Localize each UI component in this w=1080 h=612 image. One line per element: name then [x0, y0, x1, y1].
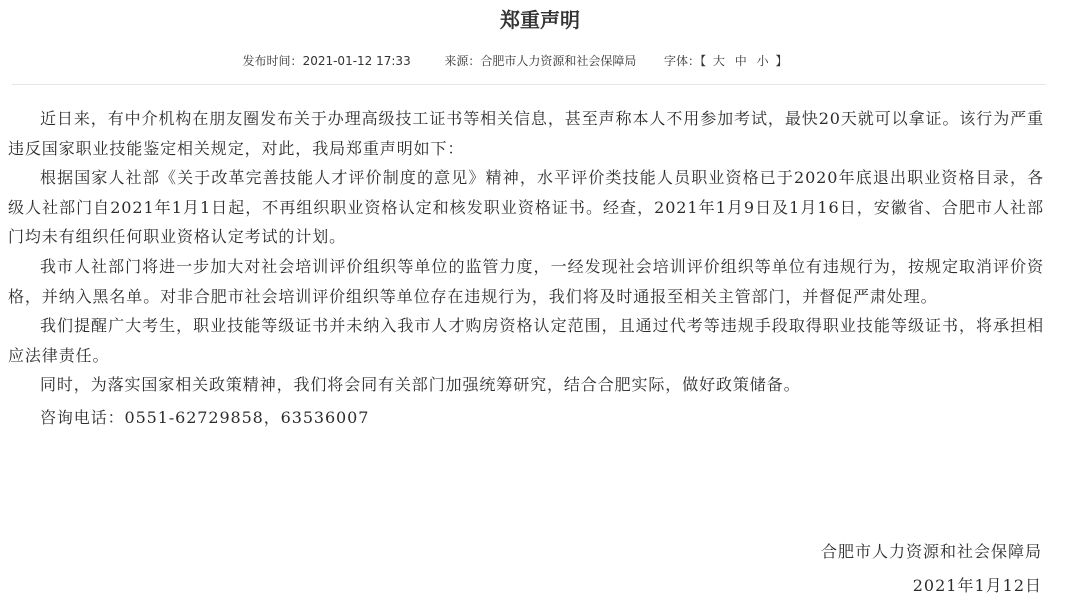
- signature-org: 合肥市人力资源和社会保障局: [820, 542, 1042, 561]
- font-size-large-button[interactable]: 大: [712, 54, 725, 68]
- page-title: 郑重声明: [500, 8, 580, 32]
- font-size-small-button[interactable]: 小: [756, 54, 769, 68]
- paragraph-4: 我们提醒广大考生，职业技能等级证书并未纳入我市人才购房资格认定范围，且通过代考等违规手段取得职业技能等级证书，将承担相应法律责任。: [8, 316, 1044, 365]
- paragraph-1: 近日来，有中介机构在朋友圈发布关于办理高级技工证书等相关信息，甚至声称本人不用参加考试，最快20天就可以拿证。该行为严重违反国家职业技能鉴定相关规定，对此，我局郑重声明如下：: [8, 109, 1044, 158]
- source-label: 来源：: [444, 54, 481, 68]
- signature-date: 2021年1月12日: [912, 576, 1042, 595]
- font-size-medium-button[interactable]: 中: [734, 54, 747, 68]
- publish-time: 2021-01-12 17:33: [302, 54, 411, 68]
- font-size-label: 字体：: [664, 54, 701, 68]
- bracket-close: 】: [775, 54, 788, 68]
- contact-phone: 咨询电话：0551-62729858，63536007: [40, 407, 370, 427]
- paragraph-3: 我市人社部门将进一步加大对社会培训评价组织等单位的监管力度，一经发现社会培训评价组织等单位有违规行为，按规定取消评价资格，并纳入黑名单。对非合肥市社会培训评价组织等单位存在违规行为，我们将及时通报至相关主管部门，并督促严肃处理。: [8, 256, 1044, 306]
- source-name: 合肥市人力资源和社会保障局: [480, 54, 637, 68]
- publish-label: 发布时间：: [242, 54, 303, 68]
- bracket-open: 【: [700, 54, 707, 68]
- article-meta: [0, 52, 1030, 70]
- header-divider: [12, 84, 1046, 85]
- paragraph-5: 同时，为落实国家相关政策精神，我们将会同有关部门加强统筹研究，结合合肥实际，做好政策储备。: [40, 375, 801, 395]
- article-body: [8, 104, 1044, 433]
- signature-block: [821, 537, 1042, 601]
- paragraph-2: 根据国家人社部《关于改革完善技能人才评价制度的意见》精神，水平评价类技能人员职业资格已于2020年底退出职业资格目录，各级人社部门自2021年1月1日起，不再组织职业资格认定和核发职业资格证书。经查，2021年1月9日及1月16日，安徽省、合肥市人社部门均未有组织任何职业资格认定考试的计划。: [8, 168, 1044, 247]
